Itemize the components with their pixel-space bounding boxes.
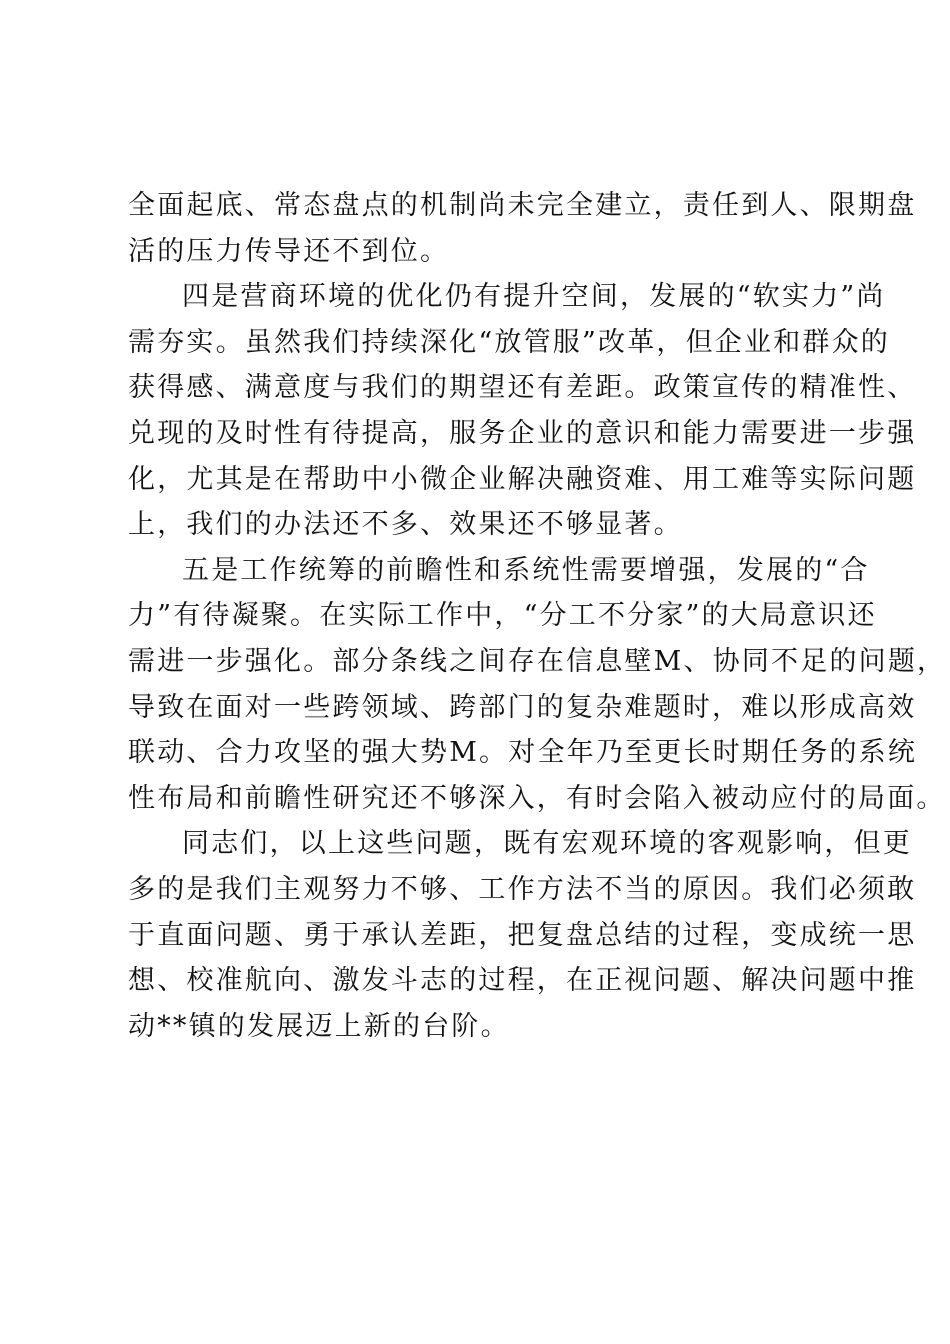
text-line: 动**镇的发展迈上新的台阶。 <box>128 1010 510 1042</box>
body-text <box>128 183 947 1049</box>
text-line: 全面起底、常态盘点的机制尚未完全建立，责任到人、限期盘 <box>128 190 917 221</box>
paragraph-start-line: 四是营商环境的优化仍有提升空间，发展的“软实力”尚 <box>182 281 886 313</box>
text-line: 需夯实。虽然我们持续深化“放管服”改革，但企业和群众的 <box>128 326 891 358</box>
text-line: 想、校准航向、激发斗志的过程，在正视问题、解决问题中推 <box>128 965 917 997</box>
paragraph-start-line: 同志们，以上这些问题，既有宏观环境的客观影响，但更 <box>182 828 912 860</box>
text-line: 联动、合力攻坚的强大势M。对全年乃至更长时期任务的系统 <box>128 737 918 769</box>
text-line: 导致在面对一些跨领域、跨部门的复杂难题时，难以形成高效 <box>128 691 917 723</box>
text-line: 上，我们的办法还不多、效果还不够显著。 <box>128 509 683 541</box>
text-line: 性布局和前瞻性研究还不够深入，有时会陷入被动应付的局面。 <box>128 782 946 814</box>
text-line: 获得感、满意度与我们的期望还有差距。政策宣传的精准性、 <box>128 372 917 404</box>
paragraph-start-line: 五是工作统筹的前瞻性和系统性需要增强，发展的“合 <box>182 554 870 586</box>
text-line: 需进一步强化。部分条线之间存在信息壁M、协同不足的问题， <box>128 645 947 677</box>
text-line: 化，尤其是在帮助中小微企业解决融资难、用工难等实际问题 <box>128 463 917 495</box>
text-line: 活的压力传导还不到位。 <box>128 235 450 267</box>
text-line: 多的是我们主观努力不够、工作方法不当的原因。我们必须敢 <box>128 873 917 905</box>
text-line: 于直面问题、勇于承认差距，把复盘总结的过程，变成统一思 <box>128 919 917 951</box>
text-line: 力”有待凝聚。在实际工作中，“分工不分家”的大局意识还 <box>128 600 877 632</box>
text-line: 兑现的及时性有待提高，服务企业的意识和能力需要进一步强 <box>128 417 917 449</box>
